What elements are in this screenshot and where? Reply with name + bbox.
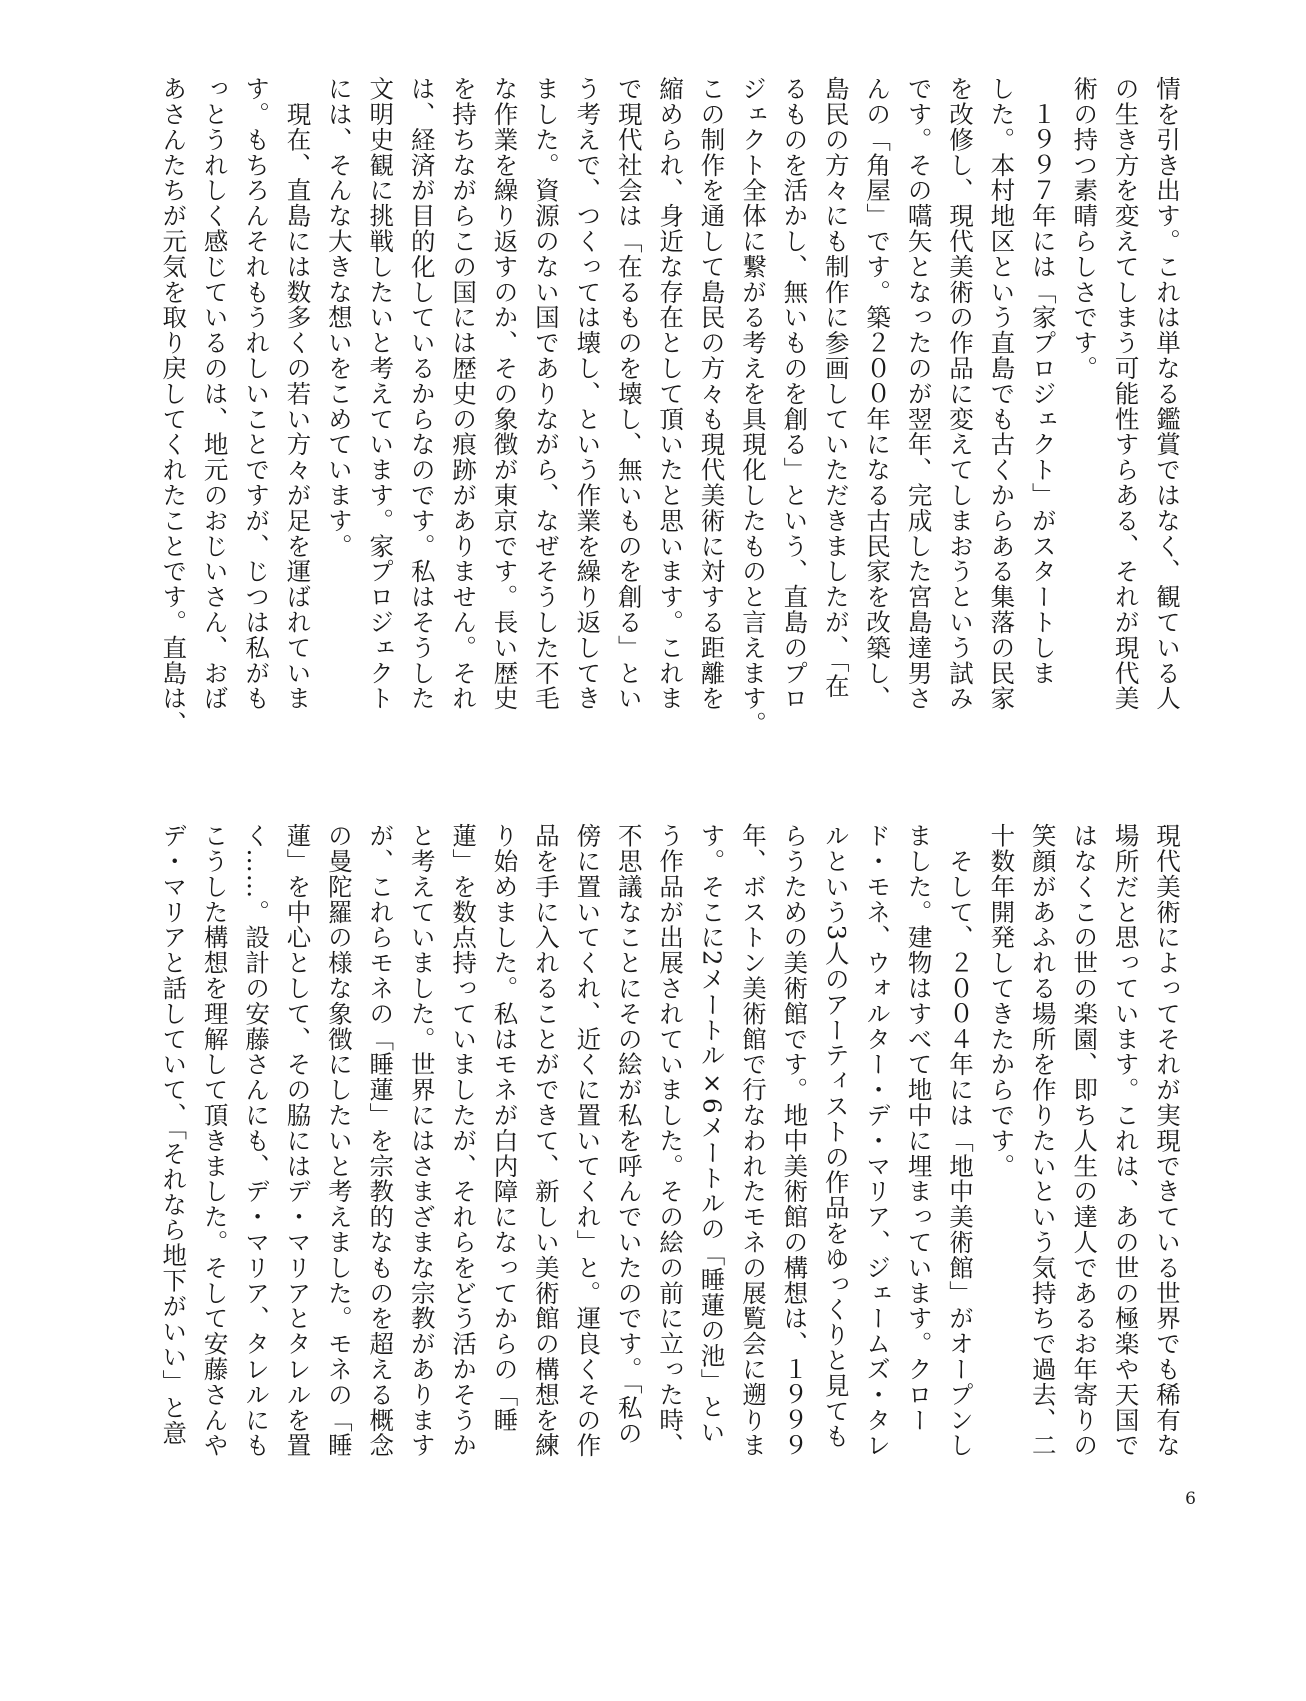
text-line: んの「角屋」です。築２００年になる古民家を改築し、 bbox=[863, 76, 893, 711]
text-line: す。もちろんそれもうれしいことですが、じつは私がも bbox=[242, 76, 272, 711]
text-line: 情を引き出す。これは単なる鑑賞ではなく、観ている人 bbox=[1153, 76, 1182, 711]
text-line: 十数年開発してきたからです。 bbox=[987, 823, 1017, 1179]
text-line: には、そんな大きな想いをこめています。 bbox=[324, 76, 354, 559]
text-line: るものを活かし、無いものを創る」という、直島のプロ bbox=[780, 76, 810, 711]
text-line: の生き方を変えてしまう可能性すらある、それが現代美 bbox=[1111, 76, 1141, 711]
text-line: 蓮」を数点持っていましたが、それらをどう活かそうか bbox=[449, 823, 479, 1458]
text-line: ルという3人のアーティストの作品をゆっくりと見ても bbox=[821, 823, 851, 1450]
text-block-top bbox=[128, 76, 1188, 756]
text-line: 場所だと思っています。これは、あの世の極楽や天国で bbox=[1111, 823, 1141, 1458]
text-line: 品を手に入れることができて、新しい美術館の構想を練 bbox=[531, 823, 561, 1458]
text-line: と考えていました。世界にはさまざまな宗教があります bbox=[407, 823, 437, 1458]
text-line: は、経済が目的化しているからなのです。私はそうした bbox=[407, 76, 437, 711]
page-number: 6 bbox=[1185, 1489, 1196, 1509]
text-line: ジェクト全体に繋がる考えを具現化したものと言えます。 bbox=[738, 76, 768, 737]
text-line: 傍に置いてくれ、近くに置いてくれ」と。運良くその作 bbox=[573, 823, 603, 1458]
text-line: 現代美術によってそれが実現できている世界でも稀有な bbox=[1153, 823, 1182, 1458]
text-line: う作品が出展されていました。その絵の前に立った時、 bbox=[656, 823, 686, 1458]
text-line: り始めました。私はモネが白内障になってからの「睡 bbox=[490, 823, 520, 1433]
text-block-bottom bbox=[128, 823, 1188, 1503]
text-line: 現在、直島には数多くの若い方々が足を運ばれていま bbox=[283, 76, 313, 711]
text-line: した。本村地区という直島でも古くからある集落の民家 bbox=[987, 76, 1017, 711]
text-line: そして、２００４年には「地中美術館」がオープンし bbox=[945, 823, 975, 1458]
text-line: の曼陀羅の様な象徴にしたいと考えました。モネの「睡 bbox=[324, 823, 354, 1458]
text-line: 文明史観に挑戦したいと考えています。家プロジェクト bbox=[366, 76, 396, 711]
text-line: 縮められ、身近な存在として頂いたと思います。これま bbox=[656, 76, 686, 711]
text-line: こうした構想を理解して頂きました。そして安藤さんや bbox=[200, 823, 230, 1458]
text-line: 不思議なことにその絵が私を呼んでいたのです。「私の bbox=[614, 823, 644, 1446]
text-line: ド・モネ、ウォルター・デ・マリア、ジェームズ・タレ bbox=[863, 823, 893, 1458]
text-line: はなくこの世の楽園、即ち人生の達人であるお年寄りの bbox=[1070, 823, 1100, 1458]
text-line: な作業を繰り返すのか、その象徴が東京です。長い歴史 bbox=[490, 76, 520, 711]
text-line: 笑顔があふれる場所を作りたいという気持ちで過去、二 bbox=[1028, 823, 1058, 1458]
text-line: らうための美術館です。地中美術館の構想は、１９９９ bbox=[780, 823, 810, 1458]
text-line: です。その嚆矢となったのが翌年、完成した宮島達男さ bbox=[904, 76, 934, 711]
text-line: デ・マリアと話していて、「それなら地下がいい」と意 bbox=[159, 823, 189, 1446]
text-line: を持ちながらこの国には歴史の痕跡がありません。それ bbox=[449, 76, 479, 711]
text-line: ました。資源のない国でありながら、なぜそうした不毛 bbox=[531, 76, 561, 711]
text-line: す。そこに2メートル×6メートルの「睡蓮の池」とい bbox=[697, 823, 727, 1445]
text-line: く……。設計の安藤さんにも、デ・マリア、タレルにも bbox=[242, 823, 272, 1458]
text-line: が、これらモネの「睡蓮」を宗教的なものを超える概念 bbox=[366, 823, 396, 1458]
text-line: っとうれしく感じているのは、地元のおじいさん、おば bbox=[200, 76, 230, 711]
text-line: う考えで、つくっては壊し、という作業を繰り返してき bbox=[573, 76, 603, 711]
text-line: 年、ボストン美術館で行なわれたモネの展覧会に遡りま bbox=[738, 823, 768, 1458]
text-line: で現代社会は「在るものを壊し、無いものを創る」とい bbox=[614, 76, 644, 711]
text-line: １９９７年には「家プロジェクト」がスタートしま bbox=[1028, 76, 1058, 686]
text-line: ました。建物はすべて地中に埋まっています。クロー bbox=[904, 823, 934, 1433]
text-line: あさんたちが元気を取り戻してくれたことです。直島は、 bbox=[159, 76, 189, 737]
text-line: 術の持つ素晴らしさです。 bbox=[1070, 76, 1100, 381]
text-line: 蓮」を中心として、その脇にはデ・マリアとタレルを置 bbox=[283, 823, 313, 1458]
text-line: 島民の方々にも制作に参画していただきましたが、「在 bbox=[821, 76, 851, 699]
text-line: を改修し、現代美術の作品に変えてしまおうという試み bbox=[945, 76, 975, 711]
text-line: この制作を通して島民の方々も現代美術に対する距離を bbox=[697, 76, 727, 711]
